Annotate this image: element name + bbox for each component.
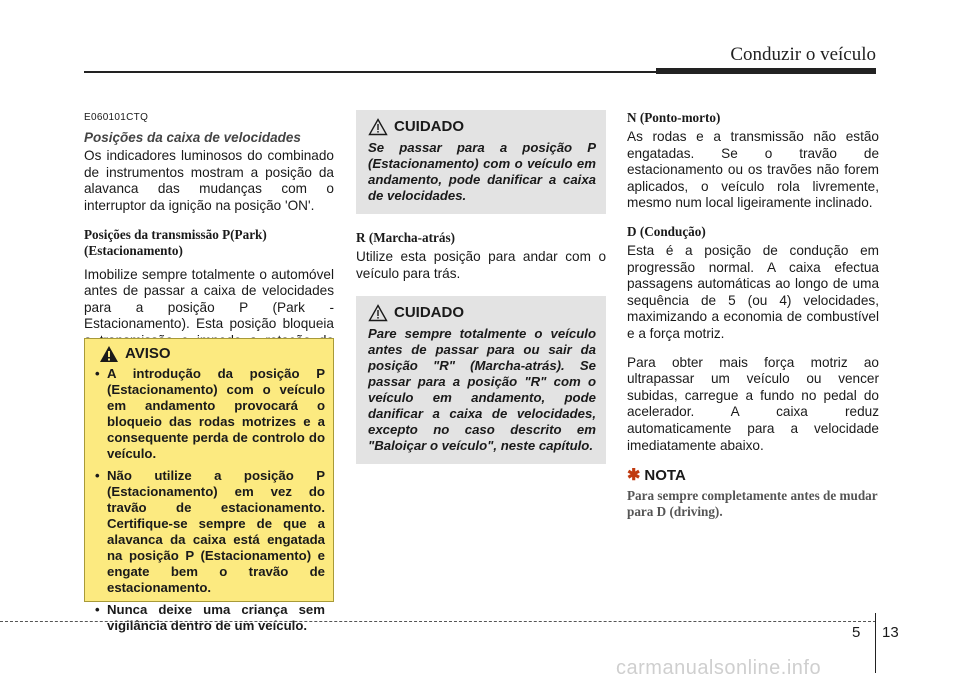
note-star-icon: ✱ [627, 467, 641, 485]
footer-divider [0, 621, 876, 622]
caution-text: Pare sempre totalmente o veículo antes de passar para ou sair da posição "R" (Marcha-atrás). Se passar para a posição "R" com o veículo em andamento, pode danificar a caixa de velocidades, excepto no caso descrito em "Baloiçar o veículo", neste capítulo. [368, 326, 596, 454]
left-column [84, 110, 334, 366]
park-heading: Posições da transmissão P(Park) (Estacionamento) [84, 226, 267, 258]
note-text: Para sempre completamente antes de mudar para D (driving). [627, 487, 878, 519]
reverse-paragraph: Utilize esta posição para andar com o veículo para trás. [356, 249, 606, 281]
neutral-paragraph: As rodas e a transmissão não estão engatadas. Se o travão de estacionamento ou os travões não forem aplicados, o veículo rola livremente, mesmo num local ligeiramente inclinado. [627, 129, 879, 211]
warning-item: • Nunca deixe uma criança sem vigilância dentro de um veículo. [93, 602, 325, 634]
caution-triangle-icon [368, 118, 388, 136]
caution-title: CUIDADO [394, 117, 464, 135]
page-header-title: Conduzir o veículo [730, 44, 876, 65]
watermark-text: carmanualsonline.info [616, 657, 822, 679]
reverse-heading: R (Marcha-atrás) [356, 230, 455, 245]
caution-text: Se passar para a posição P (Estacionamento) com o veículo em andamento, pode danificar a caixa de velocidades. [368, 140, 596, 203]
note-header [627, 468, 879, 485]
caution-title: CUIDADO [394, 303, 464, 321]
caution-header [368, 118, 596, 136]
warning-triangle-icon [99, 345, 119, 363]
section-title: Posições da caixa de velocidades [84, 129, 301, 145]
page-number: 13 [882, 624, 899, 641]
caution-triangle-icon [368, 304, 388, 322]
intro-paragraph: Os indicadores luminosos do combinado de instrumentos mostram a posição da alavanca das mudanças com o interruptor da ignição na posição 'ON'. [84, 148, 334, 213]
park-paragraph: Imobilize sempre totalmente o automóvel antes de passar a caixa de velocidades para a posição P (Park - Estacionamento). Esta posição bloqueia [84, 266, 334, 332]
warning-list [93, 366, 325, 634]
right-column [627, 110, 879, 520]
warning-header [93, 345, 325, 363]
warning-item: • A introdução da posição P (Estacionamento) com o veículo em andamento provocará o bloqueio das rodas motrizes e a consequente perda de controlo do veículo. [93, 366, 325, 462]
footer-page-separator [875, 613, 876, 673]
header-divider [84, 71, 658, 73]
note-title: NOTA [644, 467, 686, 485]
middle-column [356, 110, 606, 464]
drive-heading: D (Condução) [627, 223, 706, 239]
section-code: E060101CTQ [84, 112, 149, 123]
chapter-number: 5 [852, 624, 861, 641]
warning-box [84, 338, 334, 633]
caution-box-2 [356, 296, 606, 464]
neutral-heading: N (Ponto-morto) [627, 110, 721, 125]
drive-paragraph: Esta é a posição de condução em progressão normal. A caixa efectua passagens automáticas ao longo de uma sequência de 5 (ou 4) velocidades, maximizando a economia de combustível e a força motriz. [627, 242, 879, 341]
drive-paragraph-2: Para obter mais força motriz ao ultrapassar um veículo ou vencer subidas, carregue a fundo no pedal do acelerador. A caixa reduz automaticamente para a velocidade imediatamente abaixo. [627, 354, 879, 453]
warning-title: AVISO [125, 345, 171, 362]
caution-box-1 [356, 110, 606, 214]
caution-header [368, 304, 596, 322]
warning-item: • Não utilize a posição P (Estacionamento) em vez do travão de estacionamento. Certifique-se sempre de que a alavanca da caixa está engatada na posição P (Estacionamento) e engate bem o travão de estacionamento. [93, 468, 325, 596]
header-divider-accent [656, 68, 876, 74]
